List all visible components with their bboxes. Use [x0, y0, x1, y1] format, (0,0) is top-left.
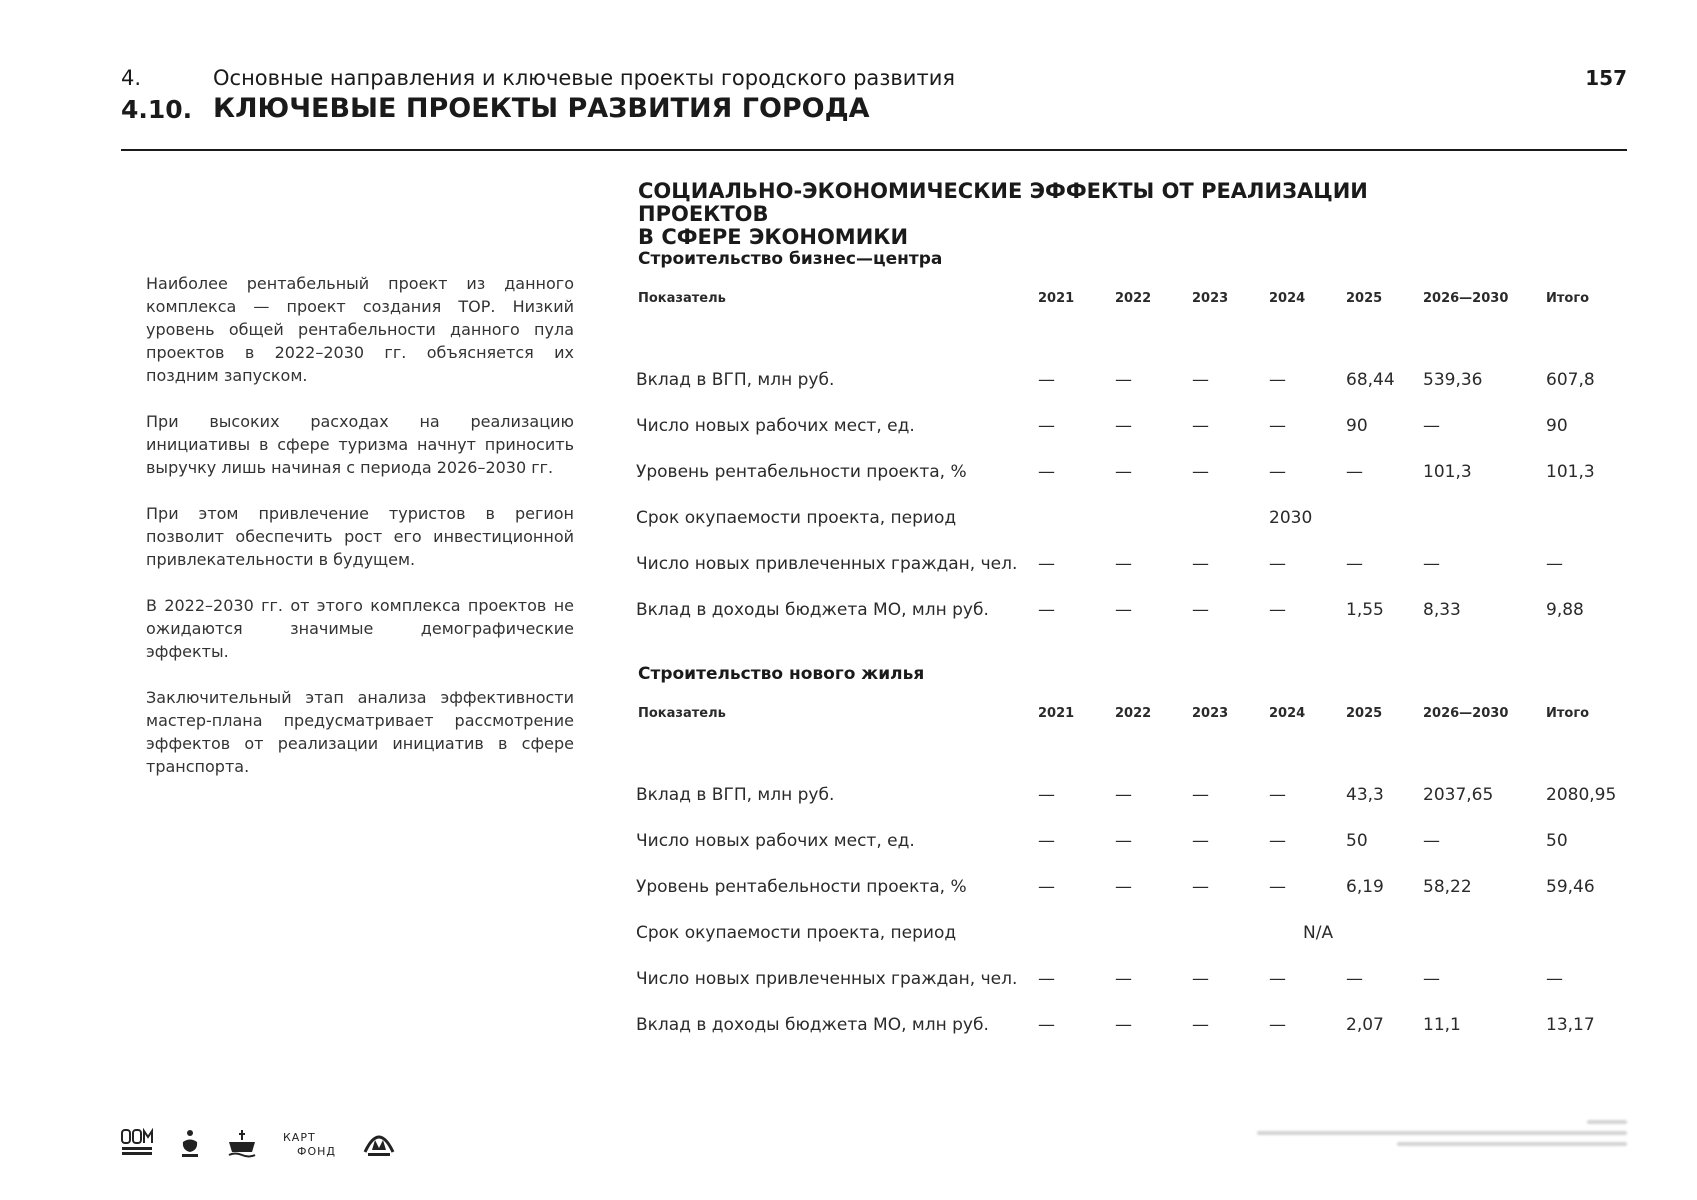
cell-value: —: [1192, 785, 1209, 805]
cell-value: —: [1269, 554, 1286, 574]
cell-value: —: [1115, 462, 1132, 482]
intro-paragraph: При высоких расходах на реализацию инициативы в сфере туризма начнут приносить выручку лишь начиная с периода 2026–2030 гг.: [146, 412, 574, 477]
page-number: 157: [1585, 66, 1627, 90]
cell-value: 50: [1346, 831, 1368, 851]
table-row: [636, 956, 1646, 1002]
cell-value: 2037,65: [1423, 785, 1494, 805]
effects-title-line: СОЦИАЛЬНО-ЭКОНОМИЧЕСКИЕ ЭФФЕКТЫ ОТ РЕАЛИЗАЦИИ ПРОЕКТОВ: [638, 179, 1368, 226]
header-divider: [121, 149, 1627, 151]
cell-value: 11,1: [1423, 1015, 1461, 1035]
cell-value: —: [1038, 554, 1055, 574]
cell-value: 90: [1346, 416, 1368, 436]
row-label: Число новых привлеченных граждан, чел.: [636, 969, 1018, 989]
col-header-indicator: Показатель: [638, 705, 726, 721]
col-header-2022: 2022: [1115, 705, 1152, 721]
col-header-2024: 2024: [1269, 705, 1306, 721]
footer-note-line: [1397, 1142, 1627, 1146]
intro-text: [146, 272, 574, 801]
cell-value: 1,55: [1346, 600, 1384, 620]
cell-value: —: [1423, 831, 1440, 851]
cell-value: —: [1192, 416, 1209, 436]
row-label: Вклад в ВГП, млн руб.: [636, 370, 835, 390]
cell-value: —: [1423, 416, 1440, 436]
table-row-payback: [636, 495, 1646, 541]
table-row: [636, 403, 1646, 449]
cell-value: —: [1115, 969, 1132, 989]
table-row: [636, 357, 1646, 403]
cell-value: —: [1115, 554, 1132, 574]
col-header-2025: 2025: [1346, 290, 1383, 306]
cell-value: 101,3: [1423, 462, 1472, 482]
cell-value: —: [1038, 600, 1055, 620]
cell-value: 101,3: [1546, 462, 1595, 482]
kart-fond-logo: [283, 1131, 336, 1159]
cell-value: 6,19: [1346, 877, 1384, 897]
cell-value: —: [1346, 969, 1363, 989]
table-title-new-housing: Строительство нового жилья: [638, 664, 925, 684]
row-label: Число новых рабочих мест, ед.: [636, 831, 915, 851]
cell-value: —: [1038, 462, 1055, 482]
col-header-total: Итого: [1546, 290, 1590, 306]
cell-value: —: [1038, 785, 1055, 805]
payback-value: N/A: [1303, 923, 1334, 943]
cell-value: —: [1192, 554, 1209, 574]
cell-value: —: [1115, 600, 1132, 620]
cell-value: —: [1038, 1015, 1055, 1035]
cell-value: —: [1269, 877, 1286, 897]
col-header-2023: 2023: [1192, 705, 1229, 721]
emblem-drop-logo-icon: [179, 1128, 201, 1162]
cell-value: —: [1423, 554, 1440, 574]
cell-value: 9,88: [1546, 600, 1584, 620]
cell-value: —: [1269, 969, 1286, 989]
intro-paragraph: В 2022–2030 гг. от этого комплекса проектов не ожидаются значимые демографические эффекты.: [146, 596, 574, 661]
cell-value: —: [1115, 416, 1132, 436]
cell-value: 59,46: [1546, 877, 1595, 897]
emblem-boat-logo-icon: [227, 1128, 257, 1162]
cell-value: 58,22: [1423, 877, 1472, 897]
col-header-2021: 2021: [1038, 290, 1075, 306]
cell-value: —: [1269, 1015, 1286, 1035]
table-row: [636, 772, 1646, 818]
cell-value: —: [1192, 462, 1209, 482]
table-title-business-center: Строительство бизнес—центра: [638, 249, 943, 269]
cell-value: —: [1192, 600, 1209, 620]
row-label: Уровень рентабельности проекта, %: [636, 462, 967, 482]
table-header-row: [636, 700, 1646, 726]
footer-note-line: [1257, 1131, 1627, 1135]
col-header-2024: 2024: [1269, 290, 1306, 306]
cell-value: 43,3: [1346, 785, 1384, 805]
row-label: Уровень рентабельности проекта, %: [636, 877, 967, 897]
cell-value: —: [1038, 416, 1055, 436]
table-row: [636, 864, 1646, 910]
kart-fond-logo-line: КАРТ: [283, 1131, 316, 1144]
payback-value: 2030: [1269, 508, 1313, 528]
intro-paragraph: Наиболее рентабельный проект из данного комплекса — проект создания ТОР. Низкий уровень общей рентабельности данного пула проектов в 2022–2030 гг. объясняется их поздним запуском.: [146, 274, 574, 385]
col-header-2021: 2021: [1038, 705, 1075, 721]
emblem-crown-logo-icon: [362, 1128, 396, 1162]
table-row: [636, 818, 1646, 864]
cell-value: —: [1546, 969, 1563, 989]
row-label: Вклад в ВГП, млн руб.: [636, 785, 835, 805]
cell-value: —: [1115, 831, 1132, 851]
cell-value: —: [1192, 877, 1209, 897]
row-label: Вклад в доходы бюджета МО, млн руб.: [636, 600, 989, 620]
row-label: Срок окупаемости проекта, период: [636, 923, 957, 943]
section-title: КЛЮЧЕВЫЕ ПРОЕКТЫ РАЗВИТИЯ ГОРОДА: [213, 93, 870, 124]
cell-value: —: [1546, 554, 1563, 574]
col-header-2026-2030: 2026—2030: [1423, 705, 1509, 721]
row-label: Вклад в доходы бюджета МО, млн руб.: [636, 1015, 989, 1035]
intro-paragraph: При этом привлечение туристов в регион позволит обеспечить рост его инвестиционной привлекательности в будущем.: [146, 504, 574, 569]
business-center-table: [636, 285, 1646, 633]
cell-value: 50: [1546, 831, 1568, 851]
table-row-payback: [636, 910, 1646, 956]
chapter-number: 4.: [121, 66, 142, 90]
cell-value: —: [1038, 969, 1055, 989]
cell-value: —: [1115, 370, 1132, 390]
cell-value: —: [1192, 969, 1209, 989]
cell-value: —: [1192, 1015, 1209, 1035]
row-label: Число новых рабочих мест, ед.: [636, 416, 915, 436]
effects-title-line: В СФЕРЕ ЭКОНОМИКИ: [638, 225, 909, 249]
cell-value: —: [1038, 831, 1055, 851]
cell-value: —: [1269, 416, 1286, 436]
cell-value: —: [1269, 600, 1286, 620]
cell-value: —: [1115, 1015, 1132, 1035]
col-header-total: Итого: [1546, 705, 1590, 721]
cell-value: 607,8: [1546, 370, 1595, 390]
cell-value: —: [1269, 370, 1286, 390]
cell-value: 13,17: [1546, 1015, 1595, 1035]
chapter-title: Основные направления и ключевые проекты городского развития: [213, 66, 955, 90]
table-header-row: [636, 285, 1646, 311]
col-header-2022: 2022: [1115, 290, 1152, 306]
cell-value: 2080,95: [1546, 785, 1617, 805]
cell-value: —: [1269, 462, 1286, 482]
effects-section-title: [638, 180, 1438, 249]
cell-value: 90: [1546, 416, 1568, 436]
dom-rf-logo-icon: [121, 1128, 153, 1162]
table-row: [636, 449, 1646, 495]
section-number: 4.10.: [121, 95, 193, 124]
cell-value: 68,44: [1346, 370, 1395, 390]
cell-value: —: [1346, 462, 1363, 482]
cell-value: —: [1269, 831, 1286, 851]
partner-logos: [121, 1128, 396, 1162]
spacer-row: [636, 311, 1646, 357]
row-label: Число новых привлеченных граждан, чел.: [636, 554, 1018, 574]
col-header-2025: 2025: [1346, 705, 1383, 721]
col-header-2026-2030: 2026—2030: [1423, 290, 1509, 306]
cell-value: 8,33: [1423, 600, 1461, 620]
cell-value: —: [1423, 969, 1440, 989]
col-header-indicator: Показатель: [638, 290, 726, 306]
cell-value: —: [1192, 831, 1209, 851]
footer-note-line: [1587, 1120, 1627, 1124]
cell-value: —: [1346, 554, 1363, 574]
cell-value: —: [1115, 877, 1132, 897]
col-header-2023: 2023: [1192, 290, 1229, 306]
intro-paragraph: Заключительный этап анализа эффективности мастер-плана предусматривает рассмотрение эффектов от реализации инициатив в сфере транспорта.: [146, 688, 574, 776]
kart-fond-logo-line: ФОНД: [297, 1145, 336, 1158]
footer-note: [1247, 1120, 1627, 1153]
cell-value: —: [1038, 877, 1055, 897]
spacer-row: [636, 726, 1646, 772]
cell-value: —: [1269, 785, 1286, 805]
table-row: [636, 541, 1646, 587]
new-housing-table: [636, 700, 1646, 1048]
cell-value: —: [1115, 785, 1132, 805]
table-row: [636, 1002, 1646, 1048]
cell-value: —: [1038, 370, 1055, 390]
cell-value: 2,07: [1346, 1015, 1384, 1035]
row-label: Срок окупаемости проекта, период: [636, 508, 957, 528]
table-row: [636, 587, 1646, 633]
cell-value: —: [1192, 370, 1209, 390]
cell-value: 539,36: [1423, 370, 1483, 390]
